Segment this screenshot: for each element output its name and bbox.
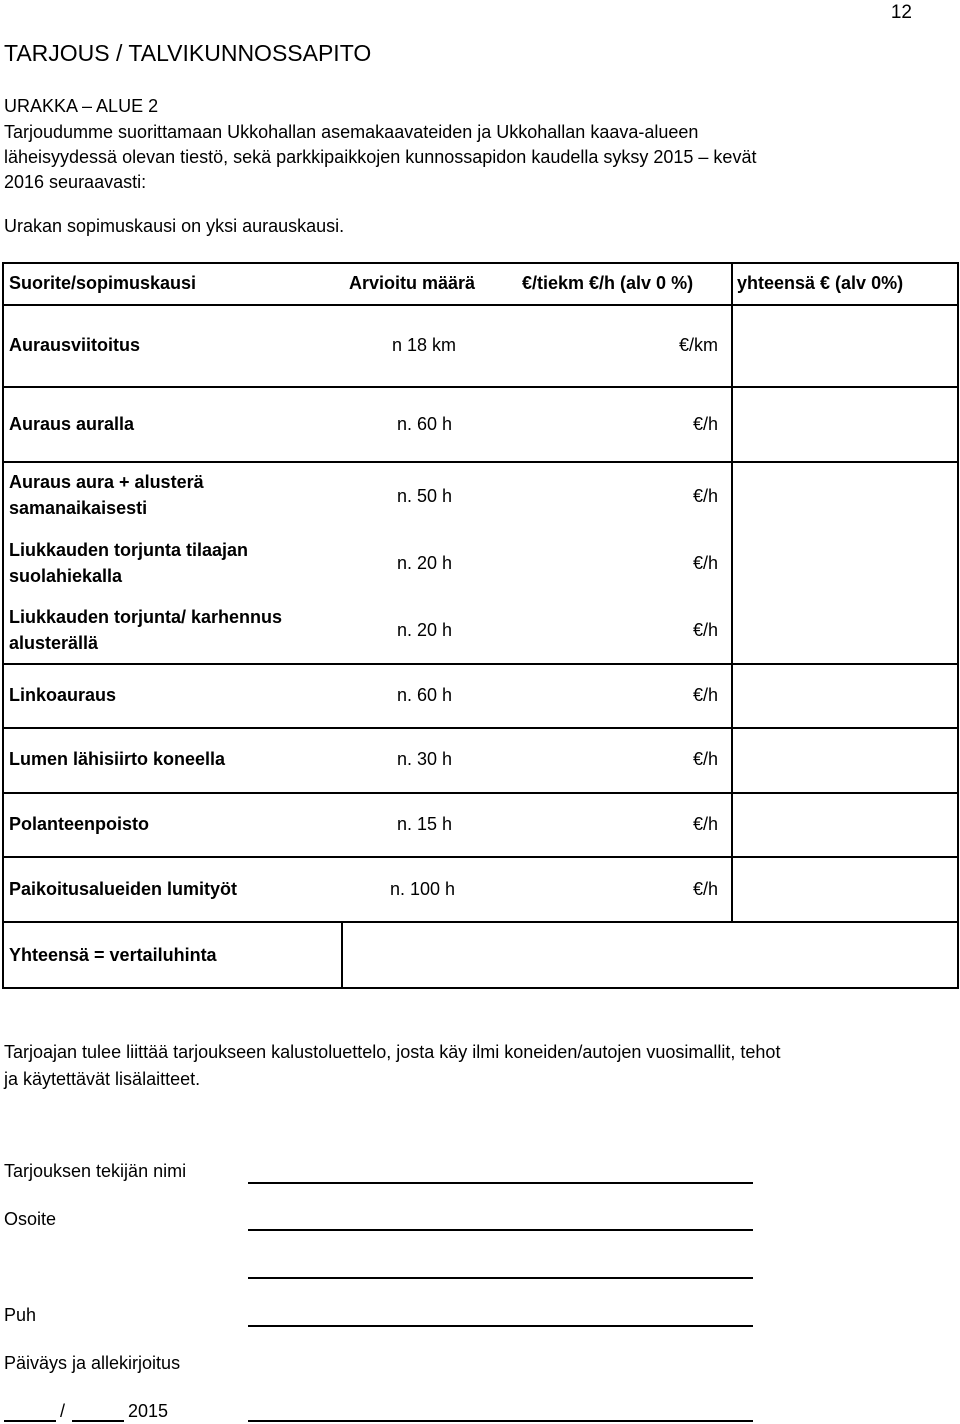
equipment-note-line-1: Tarjoajan tulee liittää tarjoukseen kalustoluettelo, josta käy ilmi koneiden/autojen vuosimallit, tehot — [4, 1042, 781, 1062]
row-task: Aurausviitoitus — [9, 335, 141, 355]
row-amount: n. 20 h — [397, 553, 453, 573]
contract-area-heading: URAKKA – ALUE 2 — [4, 96, 159, 116]
table-row-line — [2, 921, 959, 923]
date-day-line[interactable] — [4, 1420, 56, 1422]
equipment-note-line-2: ja käytettävät lisälaitteet. — [4, 1069, 201, 1089]
row-unit: €/h — [692, 486, 718, 506]
table-row-line — [2, 386, 959, 388]
row-unit: €/h — [692, 814, 718, 834]
row-unit: €/h — [692, 553, 718, 573]
header-total: yhteensä € (alv 0%) — [737, 273, 904, 293]
table-row-line — [2, 727, 959, 729]
page-number: 12 — [890, 2, 912, 23]
total-label: Yhteensä = vertailuhinta — [9, 945, 217, 965]
row-amount: n. 60 h — [397, 414, 453, 434]
table-row-line — [2, 461, 959, 463]
address-label: Osoite — [4, 1209, 57, 1229]
table-border-top — [2, 262, 959, 264]
table-col-divider-sum — [341, 922, 343, 988]
date-separator: / — [60, 1401, 66, 1421]
row-unit: €/h — [692, 879, 718, 899]
phone-line[interactable] — [248, 1325, 753, 1327]
intro-line-2: läheisyydessä olevan tiestö, sekä parkkipaikkojen kunnossapidon kaudella syksy 2015 – kevät — [4, 147, 757, 167]
header-unit-price: €/tiekm €/h (alv 0 %) — [522, 273, 694, 293]
row-amount: n. 60 h — [397, 685, 453, 705]
address-line-1[interactable] — [248, 1229, 753, 1231]
row-amount: n. 50 h — [397, 486, 453, 506]
contract-period-text: Urakan sopimuskausi on yksi aurauskausi. — [4, 216, 345, 236]
phone-label: Puh — [4, 1305, 37, 1325]
row-task: Linkoauraus — [9, 685, 117, 705]
row-unit: €/h — [692, 685, 718, 705]
intro-line-3: 2016 seuraavasti: — [4, 172, 147, 192]
row-task: Auraus auralla — [9, 414, 135, 434]
signature-line[interactable] — [248, 1420, 753, 1422]
row-task: Paikoitusalueiden lumityöt — [9, 879, 238, 899]
row-task: Polanteenpoisto — [9, 814, 150, 834]
intro-line-1: Tarjoudumme suorittamaan Ukkohallan asemakaavateiden ja Ukkohallan kaava-alueen — [4, 122, 699, 142]
bidder-name-line[interactable] — [248, 1182, 753, 1184]
row-amount: n. 15 h — [397, 814, 453, 834]
date-month-line[interactable] — [72, 1420, 124, 1422]
table-border-right — [957, 262, 959, 988]
address-line-2[interactable] — [248, 1277, 753, 1279]
document-title: TARJOUS / TALVIKUNNOSSAPITO — [4, 40, 372, 66]
table-row-line — [2, 304, 959, 306]
date-year: 2015 — [128, 1401, 169, 1421]
row-task: Auraus aura + alusterä samanaikaisesti — [9, 472, 204, 518]
row-unit: €/h — [692, 620, 718, 640]
row-unit: €/km — [678, 335, 718, 355]
bidder-name-label: Tarjouksen tekijän nimi — [4, 1161, 187, 1181]
row-task: Liukkauden torjunta tilaajan suolahiekalla — [9, 540, 249, 586]
date-signature-label: Päiväys ja allekirjoitus — [4, 1353, 181, 1373]
table-row-line — [2, 663, 959, 665]
header-amount: Arvioitu määrä — [349, 273, 476, 293]
row-amount: n. 30 h — [397, 749, 453, 769]
header-task: Suorite/sopimuskausi — [9, 273, 197, 293]
row-unit: €/h — [692, 749, 718, 769]
table-row-line — [2, 792, 959, 794]
row-amount: n. 100 h — [390, 879, 456, 899]
table-col-divider-total — [731, 262, 733, 922]
table-border-left — [2, 262, 4, 988]
table-border-bottom — [2, 987, 959, 989]
row-amount: n. 20 h — [397, 620, 453, 640]
table-row-line — [2, 856, 959, 858]
row-task: Liukkauden torjunta/ karhennus alusterällä — [9, 607, 283, 653]
row-amount: n 18 km — [392, 335, 457, 355]
row-unit: €/h — [692, 414, 718, 434]
row-task: Lumen lähisiirto koneella — [9, 749, 226, 769]
